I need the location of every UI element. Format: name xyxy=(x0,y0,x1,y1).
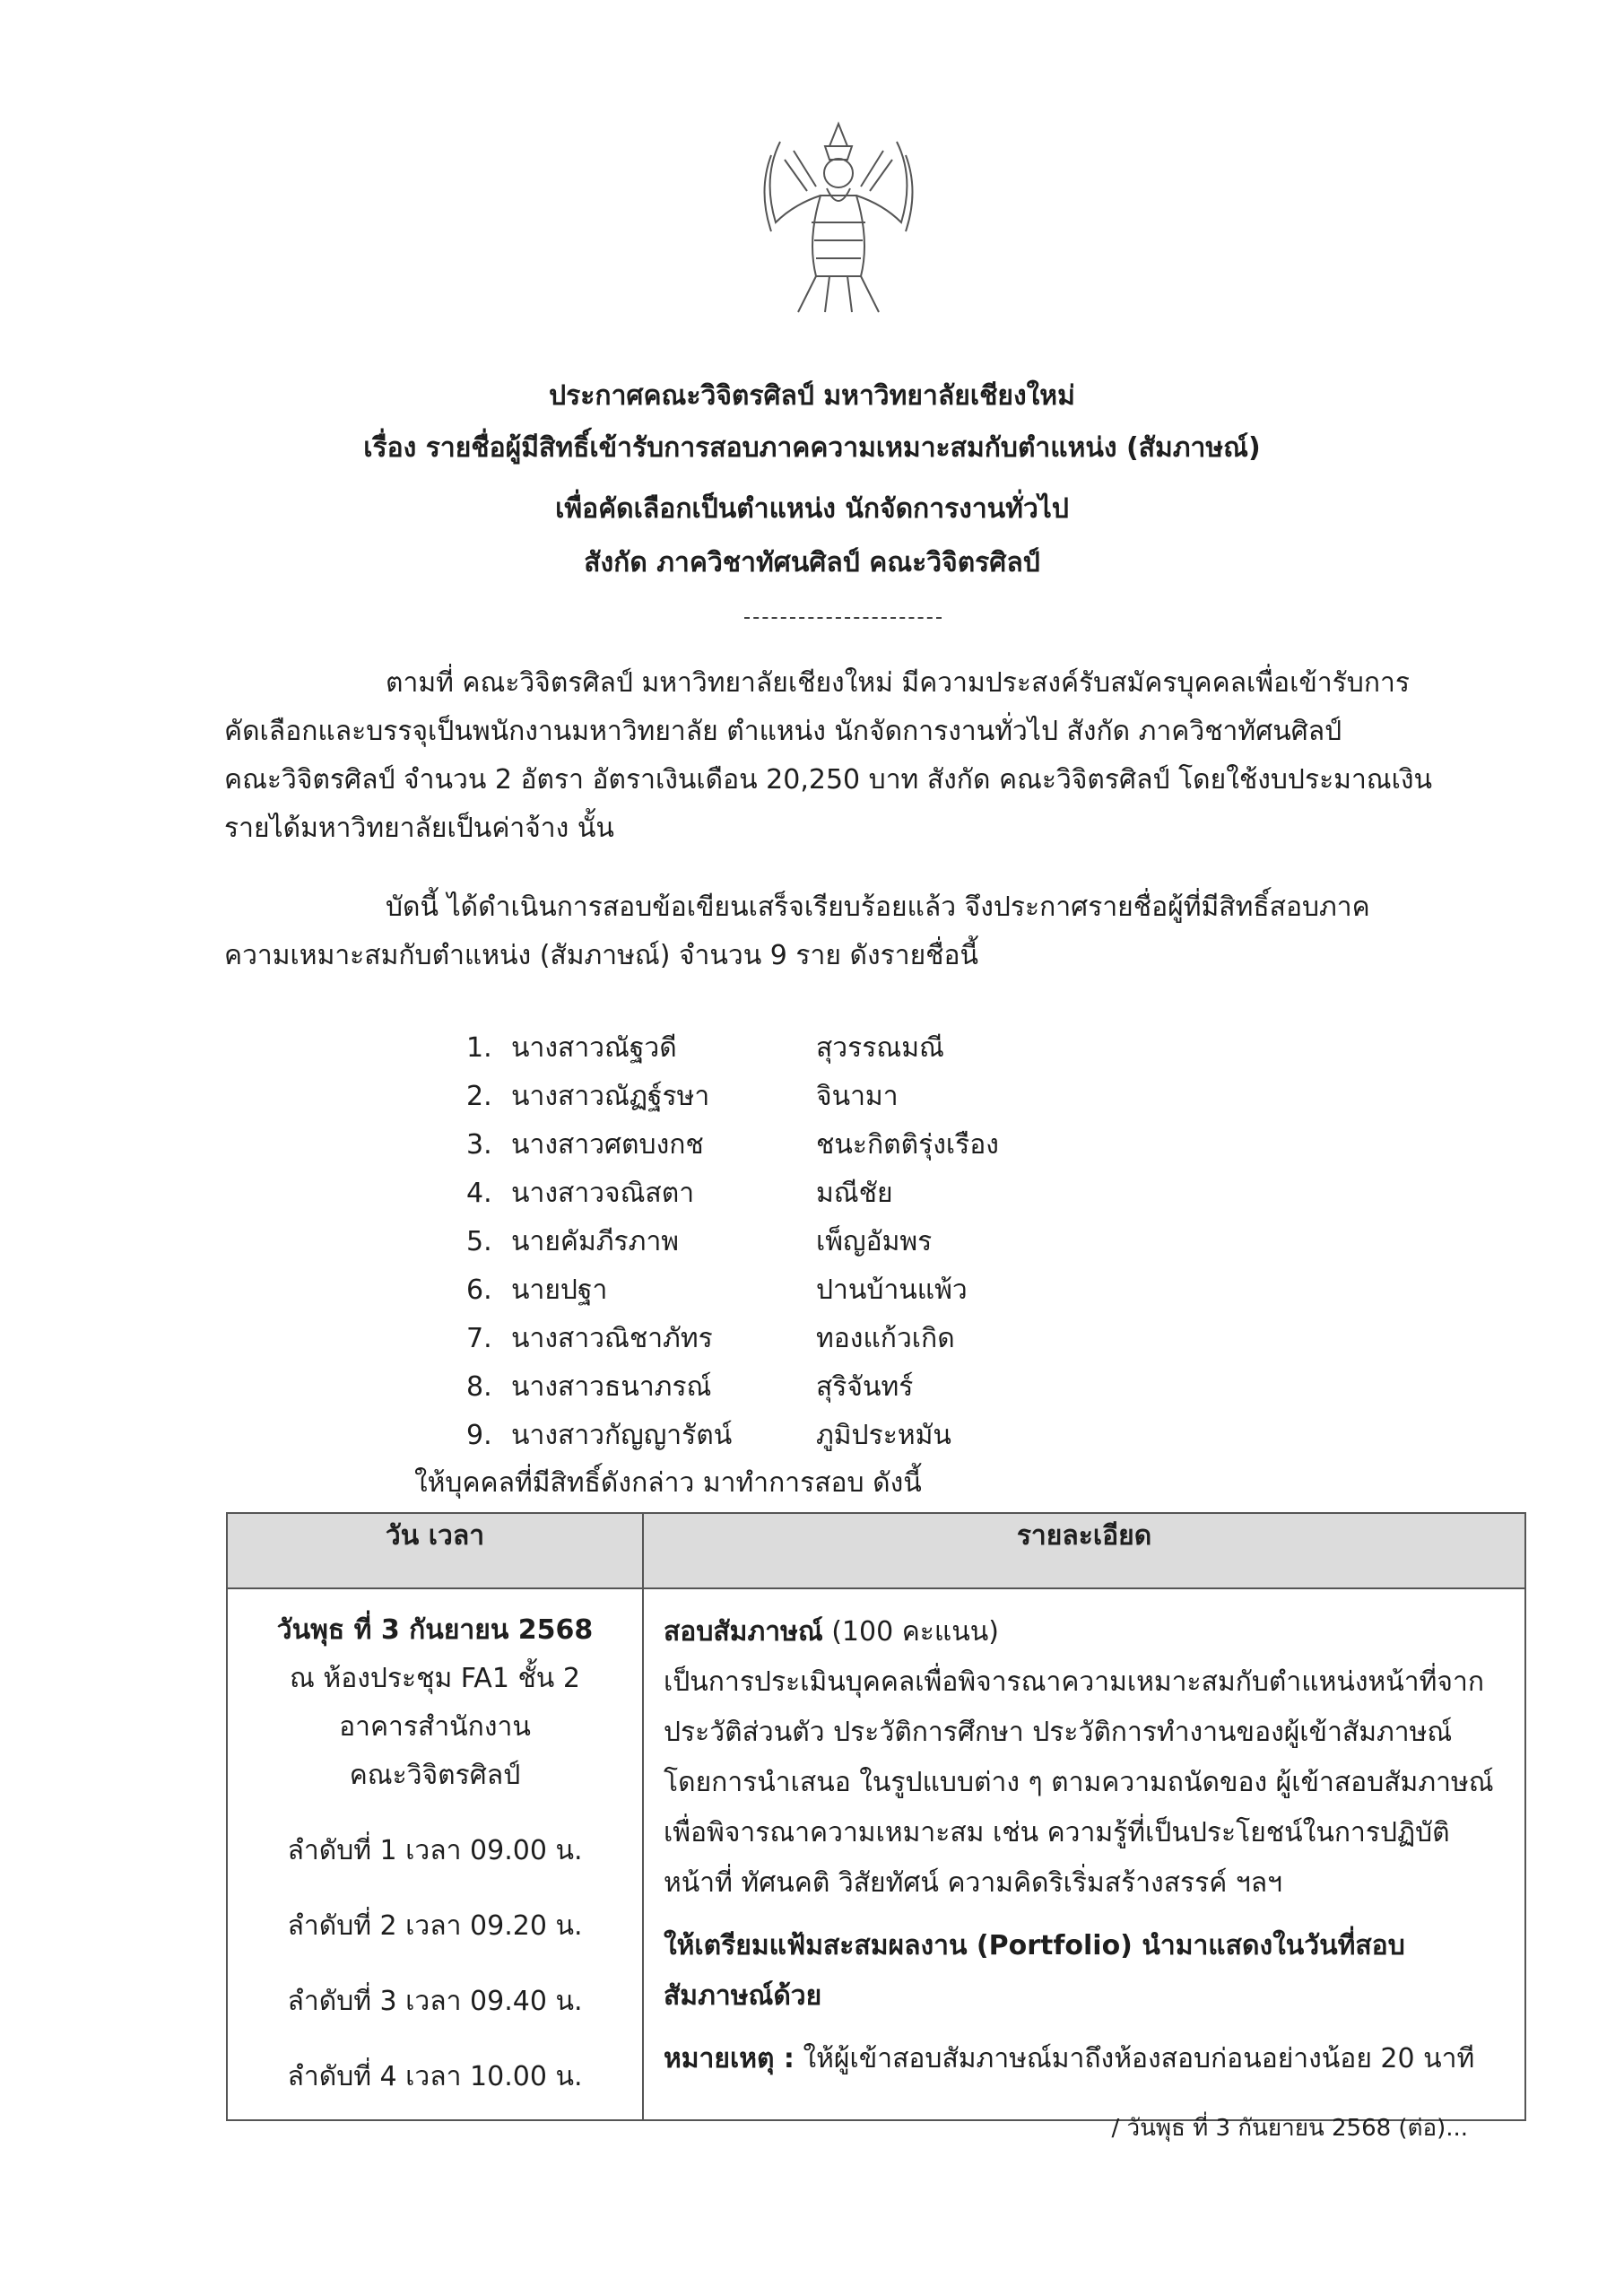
portfolio-instruction-cont: สัมภาษณ์ด้วย xyxy=(664,1980,822,2012)
intro-paragraph xyxy=(224,659,1480,853)
candidate-row: 7. นางสาวณิชาภัทร ทองแก้วเกิด xyxy=(466,1323,955,1354)
announcement-subject: เรื่อง รายชื่อผู้มีสิทธิ์เข้ารับการสอบภาคความเหมาะสมกับตำแหน่ง (สัมภาษณ์) xyxy=(363,432,1261,464)
garuda-emblem-icon xyxy=(744,106,933,321)
exam-invitation: ให้บุคคลที่มีสิทธิ์ดังกล่าว มาทำการสอบ ดังนี้ xyxy=(414,1467,922,1499)
candidate-row: 4. นางสาวจณิสตา มณีชัย xyxy=(466,1178,893,1209)
exam-faculty: คณะวิจิตรศิลป์ xyxy=(349,1760,521,1791)
candidate-row: 6. นายปฐา ปานบ้านแพ้ว xyxy=(466,1274,968,1306)
exam-note: หมายเหตุ : ให้ผู้เข้าสอบสัมภาษณ์มาถึงห้องสอบก่อนอย่างน้อย 20 นาที xyxy=(664,2043,1475,2074)
exam-schedule-table xyxy=(226,1512,1526,2121)
result-paragraph xyxy=(224,883,1480,980)
exam-description-line: หน้าที่ ทัศนคติ วิสัยทัศน์ ความคิดริเริ่มสร้างสรรค์ ฯลฯ xyxy=(664,1867,1282,1899)
exam-description-line: เพื่อพิจารณาความเหมาะสม เช่น ความรู้ที่เป็นประโยชน์ในการปฏิบัติ xyxy=(664,1817,1450,1848)
time-slot: ลำดับที่ 1 เวลา 09.00 น. xyxy=(287,1835,583,1866)
exam-building: อาคารสำนักงาน xyxy=(339,1711,531,1743)
table-row xyxy=(227,1588,1525,2120)
intro-line-4: รายได้มหาวิทยาลัยเป็นค่าจ้าง นั้น xyxy=(224,813,614,844)
datetime-cell xyxy=(227,1588,643,2120)
result-line-2: ความเหมาะสมกับตำแหน่ง (สัมภาษณ์) จำนวน 9 ราย ดังรายชื่อนี้ xyxy=(224,940,979,971)
announcement-department: สังกัด ภาควิชาทัศนศิลป์ คณะวิจิตรศิลป์ xyxy=(584,547,1040,578)
result-line-1: บัดนี้ ได้ดำเนินการสอบข้อเขียนเสร็จเรียบร้อยแล้ว จึงประกาศรายชื่อผู้ที่มีสิทธิ์สอบภาค xyxy=(386,891,1370,923)
exam-description-line: เป็นการประเมินบุคคลเพื่อพิจารณาความเหมาะสมกับตำแหน่งหน้าที่จาก xyxy=(664,1666,1485,1698)
time-slot: ลำดับที่ 2 เวลา 09.20 น. xyxy=(287,1910,583,1942)
header-details: รายละเอียด xyxy=(643,1513,1525,1588)
announcement-title: ประกาศคณะวิจิตรศิลป์ มหาวิทยาลัยเชียงใหม่ xyxy=(549,380,1075,412)
candidate-row: 3. นางสาวศตบงกช ชนะกิตติรุ่งเรือง xyxy=(466,1129,999,1161)
time-slot: ลำดับที่ 3 เวลา 09.40 น. xyxy=(287,1986,583,2017)
portfolio-instruction: ให้เตรียมแฟ้มสะสมผลงาน (Portfolio) นำมาแสดงในวันที่สอบ xyxy=(664,1930,1405,1961)
header-datetime: วัน เวลา xyxy=(227,1513,643,1588)
candidate-row: 1. นางสาวณัฐวดี สุวรรณมณี xyxy=(466,1032,944,1064)
exam-description-line: โดยการนำเสนอ ในรูปแบบต่าง ๆ ตามความถนัดของ ผู้เข้าสอบสัมภาษณ์ xyxy=(664,1767,1494,1798)
intro-line-1: ตามที่ คณะวิจิตรศิลป์ มหาวิทยาลัยเชียงใหม่ มีความประสงค์รับสมัครบุคคลเพื่อเข้ารับการ xyxy=(386,667,1410,699)
exam-description-line: ประวัติส่วนตัว ประวัติการศึกษา ประวัติการทำงานของผู้เข้าสัมภาษณ์ xyxy=(664,1717,1453,1748)
candidate-row: 2. นางสาวณัฏฐ์รษา จินามา xyxy=(466,1081,899,1112)
header-divider xyxy=(744,617,942,619)
details-cell xyxy=(643,1588,1525,2120)
table-header-row xyxy=(227,1513,1525,1588)
continuation-footer: / วันพุธ ที่ 3 กันยายน 2568 (ต่อ)... xyxy=(1111,2115,1468,2142)
intro-line-2: คัดเลือกและบรรจุเป็นพนักงานมหาวิทยาลัย ตำแหน่ง นักจัดการงานทั่วไป สังกัด ภาควิชาทัศนศิลป์ xyxy=(224,716,1342,747)
announcement-position: เพื่อคัดเลือกเป็นตำแหน่ง นักจัดการงานทั่วไป xyxy=(555,493,1069,525)
candidate-list xyxy=(466,1024,999,1460)
candidate-row: 9. นางสาวกัญญารัตน์ ภูมิประหมัน xyxy=(466,1420,951,1451)
time-slot: ลำดับที่ 4 เวลา 10.00 น. xyxy=(287,2061,583,2092)
intro-line-3: คณะวิจิตรศิลป์ จำนวน 2 อัตรา อัตราเงินเดือน 20,250 บาท สังกัด คณะวิจิตรศิลป์ โดยใช้งบประมาณเงิน xyxy=(224,764,1433,796)
exam-room: ณ ห้องประชุม FA1 ชั้น 2 xyxy=(290,1663,580,1694)
exam-type: สอบสัมภาษณ์ (100 คะแนน) xyxy=(664,1616,999,1648)
candidate-row: 8. นางสาวธนาภรณ์ สุริจันทร์ xyxy=(466,1371,914,1403)
candidate-row: 5. นายคัมภีรภาพ เพ็ญอัมพร xyxy=(466,1226,933,1257)
exam-date: วันพุธ ที่ 3 กันยายน 2568 xyxy=(276,1614,594,1646)
